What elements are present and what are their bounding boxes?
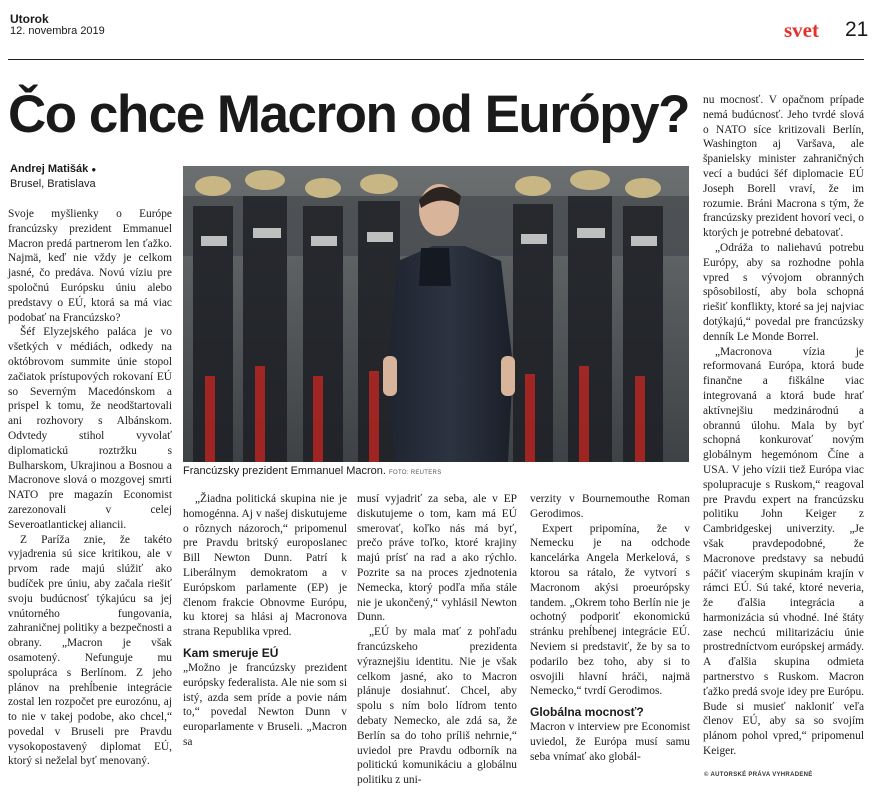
column-a bbox=[8, 207, 172, 792]
paragraph: Svoje myšlienky o Európe francúzsky prezident Emmanuel Macron predá partnerom len ťažko. Najmä, keď nie vždy je celkom jasné, čo predáva. Novú víziu pre spoločnú Európsku úniu alebo predstavy o EÚ, ktorá sa má viac podobať na Francúzsko? bbox=[8, 208, 172, 324]
caption-text: Francúzsky prezident Emmanuel Macron. bbox=[183, 465, 386, 477]
column-e bbox=[703, 93, 864, 793]
copyright-note: © AUTORSKÉ PRÁVA VYHRADENÉ bbox=[704, 772, 813, 778]
paragraph: „EÚ by mala mať z pohľadu francúzskeho prezidenta výraznejšiu identitu. Nie je však celkom jasné, ako to Macron plánuje dosiahnuť. Chcel, aby spolu s ním bolo lídrom tento debaty Nemecko, ale zdá sa, že Berlín sa do toho príliš nehrnie,“ uviedol pre Pravdu odborník na politickú komunikáciu a globálnu politiku z uni- bbox=[357, 626, 517, 787]
author-location: Brusel, Bratislava bbox=[10, 178, 96, 190]
photo-illustration bbox=[183, 166, 689, 462]
paragraph: nu mocnosť. V opačnom prípade nemá budúcnosť. Jeho tvrdé slová o NATO síce kritizovali Berlín, Washington aj Varšava, ale španielsky minister zahraničných vecí a budúci šéf diplomacie EÚ Joseph Borell vraví, že im rozumie. Bráni Macrona s tým, že francúzsky prezident hovorí veci, o ktorých je potrebné debatovať. bbox=[703, 94, 864, 240]
paragraph: musí vyjadriť za seba, ale v EP diskutujeme o tom, kam má EÚ smerovať, koľko nás má byť, prečo práve toľko, ktoré krajiny majú prísť na rad a ako rýchlo. Pozrite sa na proces zjednotenia Nemecka, ktorý podľa mňa stále nie je ukončený,“ vyhlásil Newton Dunn. bbox=[357, 493, 517, 624]
section-label: svet bbox=[784, 18, 819, 42]
photo-credit: FOTO: REUTERS bbox=[389, 470, 442, 476]
column-d bbox=[530, 492, 690, 792]
column-b bbox=[183, 492, 347, 792]
photo-caption bbox=[183, 465, 689, 477]
paragraph: „Macronova vízia je reformovaná Európa, ktorá bude finančne a fiškálne viac integrovaná a ktorá bude hrať aktívnejšiu medzinárodnú a obrannú úlohu. Mala by byť schopná konkurovať novým globálnym hegemónom Číne a USA. V jeho vízii tiež Európa viac spolupracuje s Ruskom,“ reagoval pre Pravdu expert na francúzsku politiku John Keiger z Cambridgeskej univerzity. „Je však pravdepodobné, že Macronove predstavy sa nebudú páčiť viacerým skupinám krajín v rámci EÚ. Sú také, ktoré neveria, že ďalšia integrácia a harmonizácia sú vhodné. Iné štáty zase nechcú militarizáciu únie prostredníctvom európskej armády. A ďalšia skupina odmieta partnerstvo s Ruskom. Macron ťažko predá svoje idey pre Európu. Bude si musieť nakloniť veľa členov EÚ, aby sa so svojím plánom pohol vpred,“ pripomenul Keiger. bbox=[703, 345, 864, 758]
column-c bbox=[357, 492, 517, 792]
paragraph: „Odráža to naliehavú potrebu Európy, aby sa rozhodne pohla vpred s vývojom obranných spôsobilostí, aby bola schopná riešiť konflikty, ktoré sa jej najviac dotýkajú,“ povedal pre francúzsky denník Le Monde Borrel. bbox=[703, 241, 864, 343]
subheading: Kam smeruje EÚ bbox=[183, 645, 279, 660]
paragraph: Expert pripomína, že v Nemecku je na odchode kancelárka Angela Merkelová, s ktorou sa rátalo, že vytvorí s Macronom akýsi proeurópsky tandem. „Okrem toho Berlín nie je ochotný podporiť ekonomickú stránku prehĺbenej integrácie EÚ. Neviem si predstaviť, že by sa to podarilo bez toho, aby si to osvojili hlavní hráči, najmä Nemecko,“ tvrdí Gerodimos. bbox=[530, 522, 690, 698]
paragraph: Z Paríža znie, že takéto vyjadrenia sú sice kritikou, ale v prvom rade majú slúžiť ako budíček pre úniu, aby začala riešiť svoju budúcnosť týkajúcu sa jej vnútorného fungovania, zahraničnej politiky a bezpečnosti a obrany. „Macron je však osamotený. Nefunguje mu spolupráca s Berlínom. Z jeho plánov na prehĺbenie integrácie zostal len rozpočet pre eurozónu, aj to nie v takej podobe, ako chcel,“ povedal v Bruseli pre Pravdu vysokopostavený diplomat EÚ, ktorý si neželal byť menovaný. bbox=[8, 533, 172, 768]
article-photo bbox=[183, 166, 689, 462]
issue-date: 12. novembra 2019 bbox=[10, 25, 105, 37]
author-name bbox=[10, 163, 96, 175]
author-mark-icon: ● bbox=[91, 165, 97, 174]
author-name-text: Andrej Matišák bbox=[10, 163, 89, 175]
paragraph: verzity v Bournemouthe Roman Gerodimos. bbox=[530, 493, 690, 520]
page-number: 21 bbox=[845, 18, 869, 41]
article-headline: Čo chce Macron od Európy? bbox=[8, 85, 690, 144]
paragraph: Šéf Elyzejského paláca je vo všetkých v médiách, odkedy na októbrovom summite únie stopol začiatok prístupových rokovaní EÚ so Severným Macedónskom a prispel k tomu, že neodštartovali ani rozhovory s Albánskom. Odvtedy stihol vyvolať diplomatickú roztržku s Bulharskom, Ukrajinou a Bosnou a Macronove slová o mozgovej smrti NATO pre magazín Economist zarezonovali v celej Severoatlantickej aliancii. bbox=[8, 326, 172, 531]
paragraph: „Možno je francúzsky prezident európsky federalista. Ale nie som si istý, azda sem príde a povie nám to,“ povedal Newton Dunn v europarlamente v Bruseli. „Macron sa bbox=[183, 661, 347, 748]
paragraph: „Žiadna politická skupina nie je homogénna. Aj v našej diskutujeme o rôznych názoroch,“ pripomenul pre Pravdu britský europoslanec Bill Newton Dunn. Patrí k Liberálnym demokratom a v Európskom parlamente (EP) je členom frakcie Obnovme Európu, ku ktorej sa hlási aj Macronova strana Republika vpred. bbox=[183, 493, 347, 639]
header-rule bbox=[8, 59, 864, 60]
issue-day: Utorok bbox=[10, 12, 49, 26]
subheading: Globálna mocnosť? bbox=[530, 705, 644, 720]
paragraph: Macron v interview pre Economist uviedol, že Európa musí samu seba vnímať ako globál- bbox=[530, 721, 690, 763]
